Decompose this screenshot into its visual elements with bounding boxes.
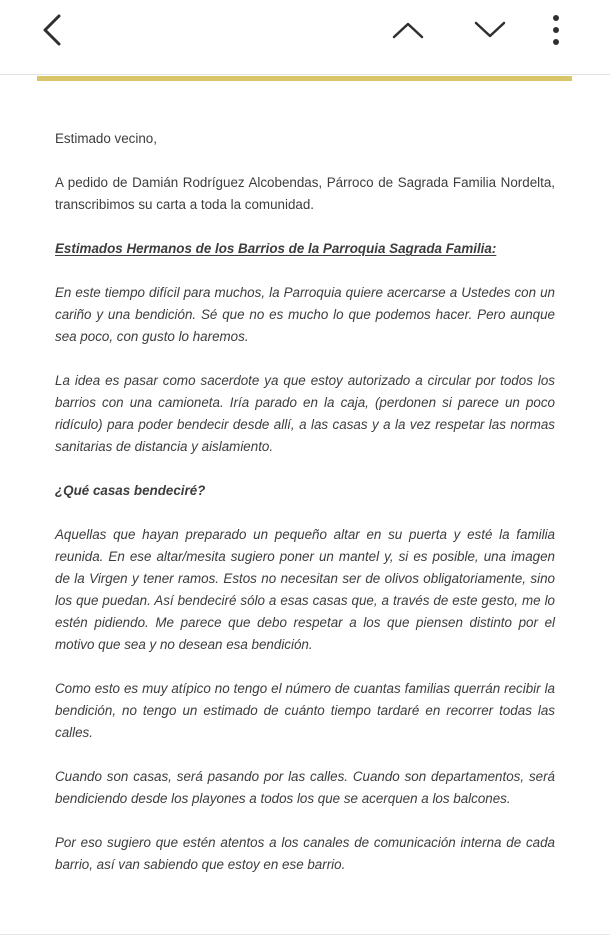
bottom-divider — [0, 934, 610, 935]
message-body — [55, 128, 555, 898]
accent-bar — [37, 76, 572, 81]
chevron-down-icon — [473, 20, 507, 40]
chevron-up-icon — [391, 20, 425, 40]
letter-paragraph-6: Por eso sugiero que estén atentos a los canales de comunicación interna de cada barrio, así van sabiendo que estoy en ese barrio. — [55, 835, 555, 872]
salutation-heading: Estimados Hermanos de los Barrios de la Parroquia Sagrada Familia: — [55, 241, 497, 256]
letter-paragraph-4: Como esto es muy atípico no tengo el número de cuantas familias querrán recibir la bendición, no tengo un estimado de cuánto tiempo tardaré en recorrer todas las calles. — [55, 681, 555, 740]
back-button[interactable] — [28, 6, 76, 54]
next-message-button[interactable] — [466, 6, 514, 54]
more-vertical-icon — [552, 14, 560, 46]
letter-paragraph-2: La idea es pasar como sacerdote ya que estoy autorizado a circular por todos los barrios con una camioneta. Iría parado en la caja, (perdonen si parece un poco ridículo) para poder bendecir desde allí, a las casas y a la vez respetar las normas sanitarias de distancia y aislamiento. — [55, 373, 555, 454]
more-options-button[interactable] — [532, 6, 580, 54]
toolbar-divider — [0, 74, 610, 75]
question-heading: ¿Qué casas bendeciré? — [55, 483, 206, 498]
letter-paragraph-3: Aquellas que hayan preparado un pequeño altar en su puerta y esté la familia reunida. En ese altar/mesita sugiero poner un mantel y, si es posible, una imagen de la Virgen y tener ramos. Estos no necesitan ser de olivos obligatoriamente, sino los que puedan. Así bendeciré sólo a esas casas que, a través de este gesto, me lo estén pidiendo. Me parece que debo respetar a los que piensen distinto por el motivo que sea y no desean esa bendición. — [55, 527, 555, 652]
greeting: Estimado vecino, — [55, 131, 157, 146]
letter-paragraph-1: En este tiempo difícil para muchos, la Parroquia quiere acercarse a Ustedes con un cariño y una bendición. Sé que no es mucho lo que podemos hacer. Pero aunque sea poco, con gusto lo haremos. — [55, 285, 555, 344]
app-toolbar — [0, 0, 610, 60]
previous-message-button[interactable] — [384, 6, 432, 54]
chevron-left-icon — [41, 13, 63, 47]
intro-paragraph: A pedido de Damián Rodríguez Alcobendas, Párroco de Sagrada Familia Nordelta, transcribimos su carta a toda la comunidad. — [55, 175, 555, 212]
letter-paragraph-5: Cuando son casas, será pasando por las calles. Cuando son departamentos, será bendiciendo desde los playones a todos los que se acerquen a los balcones. — [55, 769, 555, 806]
